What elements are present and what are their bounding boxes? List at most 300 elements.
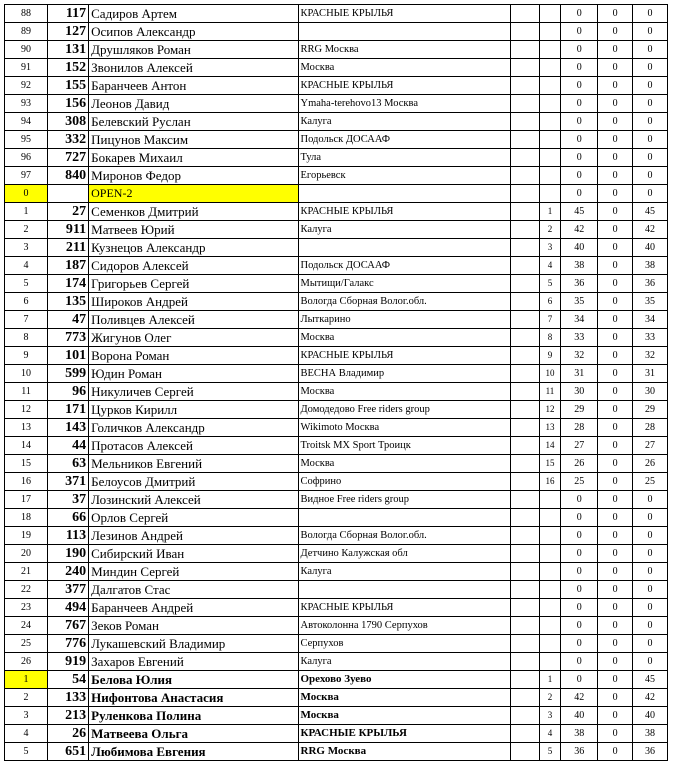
points-cell: 0 <box>561 167 598 185</box>
club-cell: RRG Москва <box>298 41 510 59</box>
empty-cell <box>510 239 539 257</box>
points-cell: 38 <box>561 725 598 743</box>
penalty-cell: 0 <box>598 275 633 293</box>
empty-cell <box>510 653 539 671</box>
total-cell: 0 <box>633 581 668 599</box>
empty-cell <box>510 401 539 419</box>
position-cell: 13 <box>5 419 48 437</box>
points-cell: 26 <box>561 455 598 473</box>
position-cell: 96 <box>5 149 48 167</box>
rider-name-cell: Орлов Сергей <box>89 509 298 527</box>
place-cell <box>539 185 561 203</box>
table-row <box>5 5 668 23</box>
place-cell: 9 <box>539 347 561 365</box>
position-cell: 15 <box>5 455 48 473</box>
place-cell: 12 <box>539 401 561 419</box>
rider-name-cell: Юдин Роман <box>89 365 298 383</box>
bib-number-cell: 190 <box>48 545 89 563</box>
penalty-cell: 0 <box>598 617 633 635</box>
club-cell: Москва <box>298 689 510 707</box>
position-cell: 19 <box>5 527 48 545</box>
club-cell: Серпухов <box>298 635 510 653</box>
rider-name-cell: Кузнецов Александр <box>89 239 298 257</box>
penalty-cell: 0 <box>598 311 633 329</box>
position-cell: 89 <box>5 23 48 41</box>
total-cell: 0 <box>633 185 668 203</box>
position-cell: 4 <box>5 725 48 743</box>
penalty-cell: 0 <box>598 329 633 347</box>
place-cell <box>539 581 561 599</box>
empty-cell <box>510 743 539 761</box>
place-cell: 11 <box>539 383 561 401</box>
rider-name-cell: Нифонтова Анастасия <box>89 689 298 707</box>
penalty-cell: 0 <box>598 95 633 113</box>
penalty-cell: 0 <box>598 23 633 41</box>
table-row <box>5 329 668 347</box>
position-cell: 93 <box>5 95 48 113</box>
bib-number-cell: 187 <box>48 257 89 275</box>
rider-name-cell: Баранчеев Андрей <box>89 599 298 617</box>
penalty-cell: 0 <box>598 365 633 383</box>
penalty-cell: 0 <box>598 527 633 545</box>
position-cell: 1 <box>5 671 48 689</box>
points-cell: 0 <box>561 95 598 113</box>
table-row <box>5 527 668 545</box>
club-cell: Wikimoto Москва <box>298 419 510 437</box>
results-table <box>4 4 668 761</box>
points-cell: 0 <box>561 635 598 653</box>
penalty-cell: 0 <box>598 221 633 239</box>
table-row <box>5 257 668 275</box>
total-cell: 30 <box>633 383 668 401</box>
points-cell: 34 <box>561 311 598 329</box>
empty-cell <box>510 455 539 473</box>
club-cell: Москва <box>298 59 510 77</box>
penalty-cell: 0 <box>598 347 633 365</box>
place-cell <box>539 23 561 41</box>
rider-name-cell: Белевский Руслан <box>89 113 298 131</box>
place-cell: 10 <box>539 365 561 383</box>
points-cell: 0 <box>561 23 598 41</box>
points-cell: 25 <box>561 473 598 491</box>
position-cell: 14 <box>5 437 48 455</box>
empty-cell <box>510 275 539 293</box>
penalty-cell: 0 <box>598 293 633 311</box>
empty-cell <box>510 545 539 563</box>
club-cell: КРАСНЫЕ КРЫЛЬЯ <box>298 77 510 95</box>
place-cell: 4 <box>539 257 561 275</box>
points-cell: 31 <box>561 365 598 383</box>
club-cell <box>298 185 510 203</box>
rider-name-cell: Лукашевский Владимир <box>89 635 298 653</box>
total-cell: 0 <box>633 5 668 23</box>
club-cell: КРАСНЫЕ КРЫЛЬЯ <box>298 203 510 221</box>
empty-cell <box>510 365 539 383</box>
total-cell: 0 <box>633 599 668 617</box>
table-row <box>5 149 668 167</box>
table-row <box>5 437 668 455</box>
points-cell: 45 <box>561 203 598 221</box>
bib-number-cell: 840 <box>48 167 89 185</box>
table-row <box>5 239 668 257</box>
points-cell: 0 <box>561 59 598 77</box>
club-cell: Лыткарино <box>298 311 510 329</box>
table-row <box>5 473 668 491</box>
bib-number-cell: 308 <box>48 113 89 131</box>
total-cell: 38 <box>633 257 668 275</box>
position-cell: 22 <box>5 581 48 599</box>
bib-number-cell: 155 <box>48 77 89 95</box>
place-cell: 7 <box>539 311 561 329</box>
club-cell: Вологда Сборная Волог.обл. <box>298 293 510 311</box>
penalty-cell: 0 <box>598 689 633 707</box>
penalty-cell: 0 <box>598 77 633 95</box>
total-cell: 42 <box>633 221 668 239</box>
empty-cell <box>510 491 539 509</box>
bib-number-cell: 213 <box>48 707 89 725</box>
results-table-body <box>5 5 668 761</box>
bib-number-cell: 117 <box>48 5 89 23</box>
points-cell: 36 <box>561 275 598 293</box>
rider-name-cell: Зеков Роман <box>89 617 298 635</box>
penalty-cell: 0 <box>598 563 633 581</box>
rider-name-cell: Миндин Сергей <box>89 563 298 581</box>
position-cell: 8 <box>5 329 48 347</box>
empty-cell <box>510 329 539 347</box>
points-cell: 0 <box>561 545 598 563</box>
table-row <box>5 383 668 401</box>
club-cell: ВЕСНА Владимир <box>298 365 510 383</box>
club-cell: Автоколонна 1790 Серпухов <box>298 617 510 635</box>
rider-name-cell: Любимова Евгения <box>89 743 298 761</box>
position-cell: 0 <box>5 185 48 203</box>
table-row <box>5 203 668 221</box>
points-cell: 0 <box>561 131 598 149</box>
place-cell: 2 <box>539 689 561 707</box>
position-cell: 5 <box>5 275 48 293</box>
rider-name-cell: Никуличев Сергей <box>89 383 298 401</box>
place-cell <box>539 5 561 23</box>
position-cell: 3 <box>5 239 48 257</box>
rider-name-cell: Далгатов Стас <box>89 581 298 599</box>
empty-cell <box>510 77 539 95</box>
empty-cell <box>510 185 539 203</box>
table-row <box>5 41 668 59</box>
club-cell: Ymaha-terehovo13 Москва <box>298 95 510 113</box>
position-cell: 17 <box>5 491 48 509</box>
place-cell: 3 <box>539 239 561 257</box>
total-cell: 26 <box>633 455 668 473</box>
rider-name-cell: Поливцев Алексей <box>89 311 298 329</box>
rider-name-cell: Сибирский Иван <box>89 545 298 563</box>
penalty-cell: 0 <box>598 653 633 671</box>
total-cell: 0 <box>633 617 668 635</box>
bib-number-cell: 143 <box>48 419 89 437</box>
table-row <box>5 743 668 761</box>
penalty-cell: 0 <box>598 545 633 563</box>
empty-cell <box>510 635 539 653</box>
rider-name-cell: Лезинов Андрей <box>89 527 298 545</box>
total-cell: 35 <box>633 293 668 311</box>
empty-cell <box>510 563 539 581</box>
empty-cell <box>510 383 539 401</box>
penalty-cell: 0 <box>598 59 633 77</box>
position-cell: 1 <box>5 203 48 221</box>
table-row <box>5 23 668 41</box>
total-cell: 0 <box>633 149 668 167</box>
rider-name-cell: Белоусов Дмитрий <box>89 473 298 491</box>
empty-cell <box>510 347 539 365</box>
place-cell <box>539 167 561 185</box>
position-cell: 94 <box>5 113 48 131</box>
table-row <box>5 59 668 77</box>
penalty-cell: 0 <box>598 473 633 491</box>
points-cell: 0 <box>561 491 598 509</box>
place-cell <box>539 95 561 113</box>
penalty-cell: 0 <box>598 437 633 455</box>
bib-number-cell: 599 <box>48 365 89 383</box>
bib-number-cell: 332 <box>48 131 89 149</box>
table-row <box>5 113 668 131</box>
empty-cell <box>510 725 539 743</box>
position-cell: 25 <box>5 635 48 653</box>
total-cell: 34 <box>633 311 668 329</box>
empty-cell <box>510 59 539 77</box>
bib-number-cell: 651 <box>48 743 89 761</box>
table-row <box>5 581 668 599</box>
club-cell: КРАСНЫЕ КРЫЛЬЯ <box>298 5 510 23</box>
penalty-cell: 0 <box>598 419 633 437</box>
points-cell: 33 <box>561 329 598 347</box>
table-row <box>5 599 668 617</box>
club-cell: Москва <box>298 383 510 401</box>
position-cell: 16 <box>5 473 48 491</box>
place-cell: 15 <box>539 455 561 473</box>
bib-number-cell: 96 <box>48 383 89 401</box>
table-row <box>5 401 668 419</box>
penalty-cell: 0 <box>598 149 633 167</box>
empty-cell <box>510 221 539 239</box>
empty-cell <box>510 437 539 455</box>
rider-name-cell: Осипов Александр <box>89 23 298 41</box>
total-cell: 0 <box>633 563 668 581</box>
place-cell: 5 <box>539 275 561 293</box>
empty-cell <box>510 95 539 113</box>
bib-number-cell: 911 <box>48 221 89 239</box>
place-cell <box>539 59 561 77</box>
points-cell: 0 <box>561 5 598 23</box>
points-cell: 30 <box>561 383 598 401</box>
total-cell: 27 <box>633 437 668 455</box>
bib-number-cell: 101 <box>48 347 89 365</box>
place-cell: 8 <box>539 329 561 347</box>
bib-number-cell: 127 <box>48 23 89 41</box>
bib-number-cell: 131 <box>48 41 89 59</box>
place-cell: 5 <box>539 743 561 761</box>
rider-name-cell: Голичков Александр <box>89 419 298 437</box>
table-row <box>5 617 668 635</box>
club-cell: КРАСНЫЕ КРЫЛЬЯ <box>298 347 510 365</box>
place-cell <box>539 41 561 59</box>
penalty-cell: 0 <box>598 401 633 419</box>
club-cell: Калуга <box>298 113 510 131</box>
penalty-cell: 0 <box>598 581 633 599</box>
points-cell: 0 <box>561 509 598 527</box>
club-cell: Troitsk MX Sport Троицк <box>298 437 510 455</box>
club-cell <box>298 509 510 527</box>
club-cell: Москва <box>298 707 510 725</box>
empty-cell <box>510 257 539 275</box>
penalty-cell: 0 <box>598 491 633 509</box>
place-cell: 6 <box>539 293 561 311</box>
total-cell: 45 <box>633 671 668 689</box>
position-cell: 26 <box>5 653 48 671</box>
club-cell: Мытищи/Галакс <box>298 275 510 293</box>
place-cell <box>539 509 561 527</box>
points-cell: 42 <box>561 689 598 707</box>
total-cell: 40 <box>633 707 668 725</box>
total-cell: 0 <box>633 23 668 41</box>
club-cell: Видное Free riders group <box>298 491 510 509</box>
bib-number-cell: 171 <box>48 401 89 419</box>
points-cell: 0 <box>561 77 598 95</box>
rider-name-cell: Садиров Артем <box>89 5 298 23</box>
rider-name-cell: Белова Юлия <box>89 671 298 689</box>
total-cell: 25 <box>633 473 668 491</box>
total-cell: 29 <box>633 401 668 419</box>
place-cell: 3 <box>539 707 561 725</box>
total-cell: 0 <box>633 635 668 653</box>
penalty-cell: 0 <box>598 5 633 23</box>
club-cell: Москва <box>298 329 510 347</box>
empty-cell <box>510 131 539 149</box>
position-cell: 20 <box>5 545 48 563</box>
bib-number-cell: 44 <box>48 437 89 455</box>
points-cell: 35 <box>561 293 598 311</box>
position-cell: 24 <box>5 617 48 635</box>
penalty-cell: 0 <box>598 743 633 761</box>
points-cell: 38 <box>561 257 598 275</box>
penalty-cell: 0 <box>598 41 633 59</box>
table-row <box>5 545 668 563</box>
rider-name-cell: Леонов Давид <box>89 95 298 113</box>
rider-name-cell: Пицунов Максим <box>89 131 298 149</box>
table-row <box>5 347 668 365</box>
empty-cell <box>510 23 539 41</box>
place-cell: 16 <box>539 473 561 491</box>
empty-cell <box>510 293 539 311</box>
penalty-cell: 0 <box>598 131 633 149</box>
points-cell: 0 <box>561 599 598 617</box>
total-cell: 36 <box>633 743 668 761</box>
bib-number-cell: 919 <box>48 653 89 671</box>
empty-cell <box>510 617 539 635</box>
bib-number-cell: 767 <box>48 617 89 635</box>
club-cell: Софрино <box>298 473 510 491</box>
points-cell: 0 <box>561 113 598 131</box>
position-cell: 23 <box>5 599 48 617</box>
rider-name-cell: Семенков Дмитрий <box>89 203 298 221</box>
club-cell: Калуга <box>298 221 510 239</box>
points-cell: 0 <box>561 617 598 635</box>
position-cell: 6 <box>5 293 48 311</box>
place-cell: 4 <box>539 725 561 743</box>
bib-number-cell: 377 <box>48 581 89 599</box>
rider-name-cell: Мельников Евгений <box>89 455 298 473</box>
total-cell: 0 <box>633 131 668 149</box>
empty-cell <box>510 5 539 23</box>
place-cell: 2 <box>539 221 561 239</box>
table-row <box>5 365 668 383</box>
position-cell: 7 <box>5 311 48 329</box>
empty-cell <box>510 581 539 599</box>
bib-number-cell: 727 <box>48 149 89 167</box>
position-cell: 5 <box>5 743 48 761</box>
club-cell: КРАСНЫЕ КРЫЛЬЯ <box>298 725 510 743</box>
table-row <box>5 671 668 689</box>
position-cell: 97 <box>5 167 48 185</box>
position-cell: 91 <box>5 59 48 77</box>
position-cell: 11 <box>5 383 48 401</box>
place-cell <box>539 491 561 509</box>
rider-name-cell: OPEN-2 <box>89 185 298 203</box>
bib-number-cell: 63 <box>48 455 89 473</box>
club-cell: КРАСНЫЕ КРЫЛЬЯ <box>298 599 510 617</box>
points-cell: 0 <box>561 671 598 689</box>
penalty-cell: 0 <box>598 257 633 275</box>
table-row <box>5 509 668 527</box>
penalty-cell: 0 <box>598 113 633 131</box>
penalty-cell: 0 <box>598 239 633 257</box>
place-cell: 13 <box>539 419 561 437</box>
club-cell <box>298 239 510 257</box>
points-cell: 0 <box>561 563 598 581</box>
club-cell <box>298 581 510 599</box>
bib-number-cell: 174 <box>48 275 89 293</box>
total-cell: 28 <box>633 419 668 437</box>
total-cell: 0 <box>633 167 668 185</box>
table-row <box>5 275 668 293</box>
club-cell <box>298 23 510 41</box>
penalty-cell: 0 <box>598 203 633 221</box>
table-row <box>5 419 668 437</box>
empty-cell <box>510 311 539 329</box>
place-cell <box>539 653 561 671</box>
position-cell: 12 <box>5 401 48 419</box>
empty-cell <box>510 203 539 221</box>
empty-cell <box>510 671 539 689</box>
rider-name-cell: Протасов Алексей <box>89 437 298 455</box>
penalty-cell: 0 <box>598 509 633 527</box>
empty-cell <box>510 527 539 545</box>
total-cell: 32 <box>633 347 668 365</box>
total-cell: 45 <box>633 203 668 221</box>
position-cell: 95 <box>5 131 48 149</box>
empty-cell <box>510 113 539 131</box>
total-cell: 0 <box>633 527 668 545</box>
rider-name-cell: Григорьев Сергей <box>89 275 298 293</box>
club-cell: Подольск ДОСААФ <box>298 131 510 149</box>
place-cell <box>539 599 561 617</box>
place-cell <box>539 77 561 95</box>
place-cell <box>539 131 561 149</box>
club-cell: Подольск ДОСААФ <box>298 257 510 275</box>
position-cell: 2 <box>5 221 48 239</box>
bib-number-cell: 133 <box>48 689 89 707</box>
bib-number-cell: 152 <box>48 59 89 77</box>
bib-number-cell: 47 <box>48 311 89 329</box>
points-cell: 28 <box>561 419 598 437</box>
